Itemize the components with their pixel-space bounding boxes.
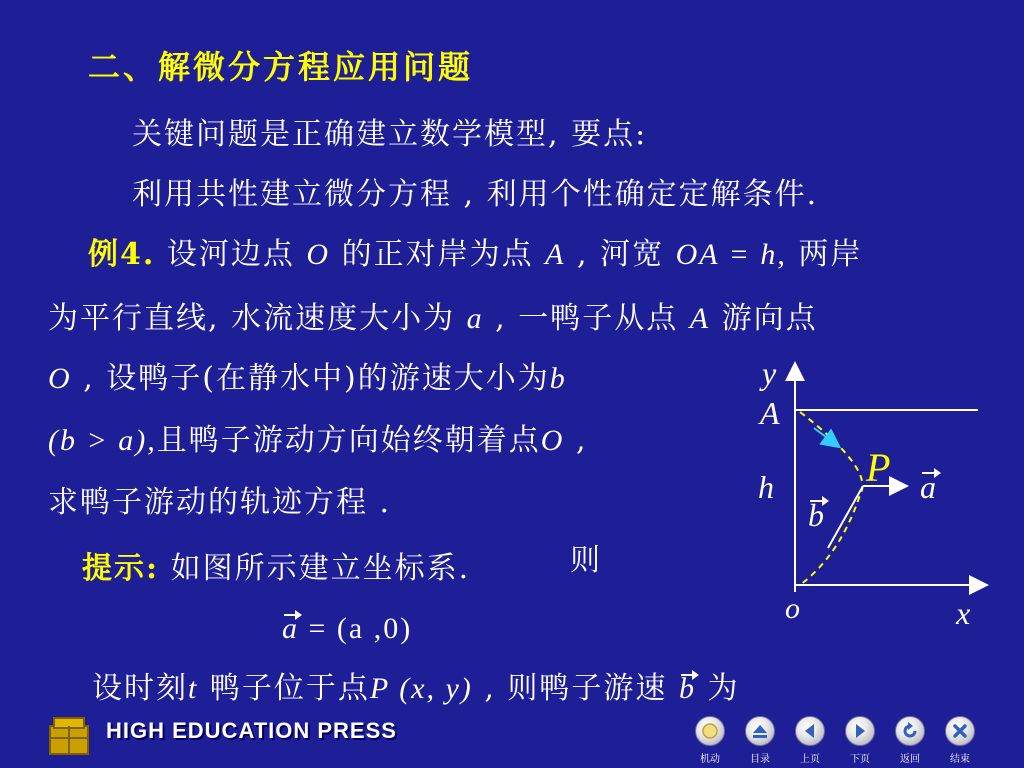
nav-label: 目录 [750, 754, 770, 765]
circle-icon [695, 716, 725, 746]
close-icon [945, 716, 975, 746]
fig-P-label: P [866, 445, 893, 490]
velocity-b-line [828, 486, 863, 548]
press-logo-icon [40, 710, 100, 758]
arrow-left-icon [795, 716, 825, 746]
return-icon [895, 716, 925, 746]
key-point-line: 关键问题是正确建立数学模型, 要点: [132, 117, 648, 152]
nav-label: 下页 [850, 754, 870, 765]
eject-icon [745, 716, 775, 746]
initial-direction-arrow [814, 428, 838, 446]
nav-button-machine[interactable] [690, 716, 730, 765]
fig-b-vector: b [808, 497, 826, 533]
nav-label: 返回 [900, 754, 920, 765]
fig-A-label: A [760, 395, 782, 431]
last-line: 设时刻t 鸭子位于点P (x, y) , 则鸭子游速 b 为 [92, 671, 740, 706]
nav-button-next[interactable] [840, 716, 880, 765]
formula-a: a = (a ,0) [282, 612, 413, 645]
fig-origin-label: o [785, 592, 802, 625]
example-line-4: (b > a),且鸭子游动方向始终朝着点O , [48, 423, 588, 458]
hint-line: 提示: 如图所示建立坐标系. [82, 551, 471, 586]
arrow-right-icon [845, 716, 875, 746]
press-name: HIGH EDUCATION PRESS [106, 718, 397, 743]
fig-a-vector: a [920, 469, 938, 505]
method-line: 利用共性建立微分方程 , 利用个性确定定解条件. [132, 177, 819, 212]
example-line-3: O , 设鸭子(在静水中)的游速大小为b [48, 361, 567, 396]
example-line-1: 例4. 设河边点 O 的正对岸为点 A , 河宽 OA = h, 两岸 [88, 237, 863, 272]
nav-label: 机动 [700, 754, 720, 765]
nav-button-end[interactable] [940, 716, 980, 765]
example-label: 例4. [88, 237, 156, 272]
nav-label: 结束 [950, 754, 970, 765]
nav-label: 上页 [800, 754, 820, 765]
example-line-2: 为平行直线, 水流速度大小为 a , 一鸭子从点 A 游向点 [48, 301, 818, 336]
fig-y-label: y [762, 355, 779, 391]
nav-button-prev[interactable] [790, 716, 830, 765]
fig-x-label: x [956, 595, 973, 631]
example-line-5: 求鸭子游动的轨迹方程 . [48, 485, 392, 520]
hint-then: 则 [570, 543, 602, 578]
nav-button-return[interactable] [890, 716, 930, 765]
slide-title: 二、解微分方程应用问题 [88, 48, 474, 86]
nav-button-contents[interactable] [740, 716, 780, 765]
hint-label: 提示: [82, 551, 160, 586]
fig-h-label: h [758, 469, 776, 505]
